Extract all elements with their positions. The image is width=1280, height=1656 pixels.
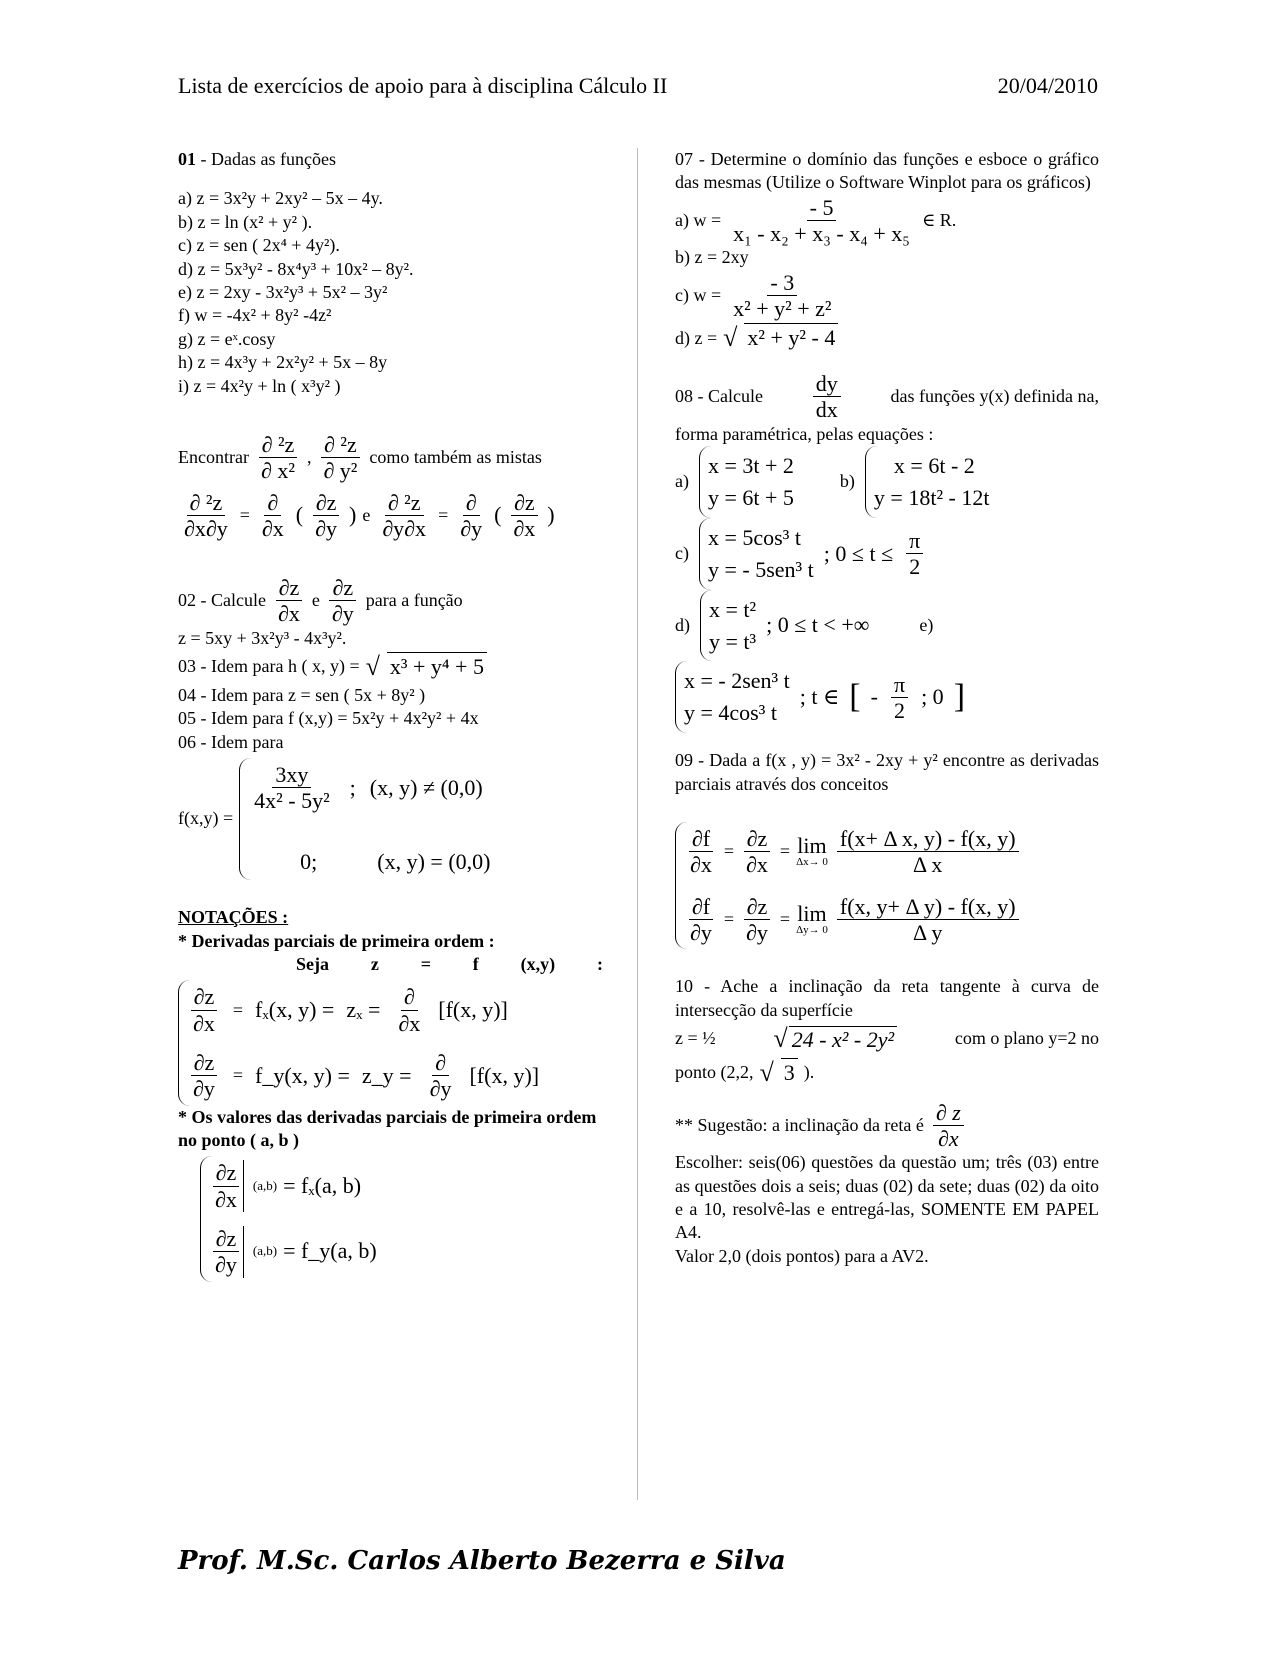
list-item: g) z = eˣ.cosy bbox=[178, 328, 276, 349]
page-header bbox=[178, 72, 1098, 101]
fraction: $\frac{\text{∂ ²z}}{\text{∂ y²}}$ bbox=[320, 432, 360, 484]
list-item: i) z = 4x²y + ln ( x³y² ) bbox=[178, 375, 341, 396]
right-column: 07 - Determine o domínio das funções e esboce o gráfico das mesmas (Utilize o Software Winplot para os gráficos) a) w = $\frac{- 5}{\text{x₁ - x₂ + x₃ - x₄ + x₅}}$ ∈ R. b) z = 2xy c) w = $\frac{- 3}{\text{x² + y² + z²}}$ d) z = √ x² + y² - 4 08 - Calcule $\frac{dy}{dx}$ das funções y(x) definida na, forma paramétrica, pelas equações : a) x = 3t + 2 y = 6t + 5 b) x = 6t - 2 y = 18t² - 12t c) x = 5cos³ t y = - 5sen³ t ; 0 ≤ t ≤ $\frac{\pi}{2}$ d) x = t² y = t³ ; 0 ≤ t < +∞ e) x = - 2sen³ t y = 4cos³ t ; t ∈ [ - $\frac{\pi}{2}$ ; 0 ] 09 - Dada a f(x , y) = 3x² - 2xy + y² encontre as derivadas parciais através dos conceitos $\frac{\partial f}{\partial x}$ = $\frac{\partial z}{\partial x}$ = lim Δx→ 0 $\frac{\text{f(x+ Δ x, y) - f(x, y)}}{\text{Δ x}}$ $\frac{\partial f}{\partial y}$ = $\frac{\partial z}{\partial y}$ = lim Δy→ 0 $\frac{\text{f(x, y+ Δ y) - f(x, y)}}{\text{Δ y}}$ 10 - Ache a inclinação da reta tangente à curva de intersecção da superfície z = ½ √ 24 - x² - 2y² com o plano y=2 no ponto (2,2, √ 3 ). ** Sugestão: a inclinação da reta é $\frac{\partial z}{\partial x}$ Escolher: seis(06) questões da questão um; três (03) entre as questões dois a seis; duas (02) da sete; duas (02) da oito e a 10, resolvê-las e entregá-las, SOMENTE EM PAPEL A4. Valor 2,0 (dois pontos) para a AV2. bbox=[675, 148, 1099, 1268]
q10-surface: z = ½ √ 24 - x² - 2y² com o plano y=2 no bbox=[675, 1024, 1099, 1054]
q04-statement: 04 - Idem para z = sen ( 5x + 8y² ) bbox=[178, 684, 426, 705]
q10-suggestion: ** Sugestão: a inclinação da reta é $\frac{\partial z}{\partial x}$ bbox=[675, 1100, 1099, 1152]
notations-point-system: $\frac{\partial z}{\partial x}$ (a,b) = fₓ(a, b) $\frac{\partial z}{\partial y}$ (a,b) = f_y(a, b) bbox=[200, 1156, 603, 1281]
list-item: c) z = sen ( 2x⁴ + 4y²). bbox=[178, 235, 340, 256]
q01-function-list bbox=[178, 187, 603, 398]
list-item: b) z = ln (x² + y² ). bbox=[178, 211, 313, 232]
list-item: e) z = 2xy - 3x²y³ + 5x² – 3y² bbox=[178, 281, 388, 302]
left-column bbox=[178, 148, 603, 1282]
q06-piecewise: f(x,y) = $\frac{3xy}{\text{4x² - 5y²}}$ ; (x, y) ≠ (0,0) 0; (x, y) = (0,0) bbox=[178, 758, 603, 880]
list-item: f) w = -4x² + 8y² -4z² bbox=[178, 305, 332, 326]
q08-statement: 08 - Calcule $\frac{dy}{dx}$ das funções y(x) definida na, bbox=[675, 371, 1099, 423]
q10-statement: 10 - Ache a inclinação da reta tangente à curva de intersecção da superfície bbox=[675, 976, 1099, 1020]
column-divider bbox=[637, 148, 638, 1500]
list-item: h) z = 4x³y + 2x²y² + 5x – 8y bbox=[178, 352, 388, 373]
list-item: d) z = 5x³y² - 8x⁴y³ + 10x² – 8y². bbox=[178, 258, 414, 279]
q05-statement: 05 - Idem para f (x,y) = 5x²y + 4x²y² + 4x bbox=[178, 708, 479, 729]
q02-function: z = 5xy + 3x²y³ - 4x³y². bbox=[178, 627, 347, 648]
notations-values-at-point: * Os valores das derivadas parciais de primeira ordem no ponto ( a, b ) bbox=[178, 1106, 597, 1150]
q03-statement: 03 - Idem para h ( x, y) = √ x³ + y⁴ + 5 bbox=[178, 650, 603, 684]
q08-ab: a) x = 3t + 2 y = 6t + 5 b) x = 6t - 2 y = 18t² - 12t bbox=[675, 446, 1099, 518]
q06-statement: 06 - Idem para bbox=[178, 731, 284, 752]
q10-point: ponto (2,2, √ 3 ). bbox=[675, 1057, 815, 1087]
q09-limit-definitions: $\frac{\partial f}{\partial x}$ = $\frac{\partial z}{\partial x}$ = lim Δx→ 0 $\frac{\text{f(x+ Δ x, y) - f(x, y)}}{\text{Δ x}}$ $\frac{\partial f}{\partial y}$ = $\frac{\partial z}{\partial y}$ = lim Δy→ 0 $\frac{\text{f(x, y+ Δ y) - f(x, y)}}{\text{Δ y}}$ bbox=[675, 822, 1099, 949]
q07-statement: 07 - Determine o domínio das funções e esboce o gráfico das mesmas (Utilize o Software Winplot para os gráficos) bbox=[675, 149, 1099, 193]
q08-d: d) x = t² y = t³ ; 0 ≤ t < +∞ e) bbox=[675, 590, 1099, 662]
notations-seja: Seja z = f (x,y) : bbox=[296, 954, 603, 975]
q07-a: a) w = $\frac{- 5}{\text{x₁ - x₂ + x₃ - x₄ + x₅}}$ ∈ R. bbox=[675, 194, 957, 247]
q09-statement: 09 - Dada a f(x , y) = 3x² - 2xy + y² encontre as derivadas parciais através dos conceitos bbox=[675, 750, 1099, 794]
notations-first-order: * Derivadas parciais de primeira ordem : bbox=[178, 930, 495, 951]
closing-instructions: Escolher: seis(06) questões da questão um; três (03) entre as questões dois a seis; duas (02) da sete; duas (02) da oito e a 10, resolvê-las e entregá-las, SOMENTE EM PAPEL A4. bbox=[675, 1152, 1099, 1243]
list-item: a) z = 3x²y + 2xy² – 5x – 4y. bbox=[178, 188, 383, 209]
notations-first-order-system: $\frac{\partial z}{\partial x}$ = fₓ(x, y) = zₓ = $\frac{\partial}{\partial x}$ [f(x, y)] $\frac{\partial z}{\partial y}$ = f_y(x, y) = z_y = $\frac{\partial}{\partial y}$ [f(x, y)] bbox=[178, 980, 603, 1105]
q02-statement: 02 - Calcule $\frac{\partial z}{\partial x}$ e $\frac{\partial z}{\partial y}$ para a função bbox=[178, 575, 463, 627]
q07-c: c) w = $\frac{- 3}{\text{x² + y² + z²}}$ bbox=[675, 269, 832, 322]
q07-d: d) z = √ x² + y² - 4 bbox=[675, 321, 1099, 355]
q01-mixed-derivatives: $\frac{\text{∂ ²z}}{\partial x\partial y}$ = $\frac{\partial}{\partial x}$ ( $\frac{\partial z}{\partial y}$ ) e $\frac{\text{∂ ²z}}{\partial y\partial x}$ = $\frac{\partial}{\partial y}$ ( $\frac{\partial z}{\partial x}$ ) bbox=[184, 489, 555, 541]
q07-b: b) z = 2xy bbox=[675, 247, 749, 268]
author-signature: Prof. M.Sc. Carlos Alberto Bezerra e Silva bbox=[178, 1546, 786, 1576]
page-date: 20/04/2010 bbox=[997, 73, 1098, 98]
fraction: $\frac{\text{∂ ²z}}{\text{∂ x²}}$ bbox=[258, 432, 298, 484]
page-title: Lista de exercícios de apoio para à disciplina Cálculo II bbox=[178, 73, 668, 98]
closing-value: Valor 2,0 (dois pontos) para a AV2. bbox=[675, 1245, 929, 1266]
q08-c: c) x = 5cos³ t y = - 5sen³ t ; 0 ≤ t ≤ $\frac{\pi}{2}$ bbox=[675, 518, 1099, 590]
q08-e: x = - 2sen³ t y = 4cos³ t ; t ∈ [ - $\frac{\pi}{2}$ ; 0 ] bbox=[675, 661, 1099, 733]
notations-title: NOTAÇÕES : bbox=[178, 907, 289, 928]
q01-find-second-order: Encontrar $\frac{\text{∂ ²z}}{\text{∂ x²}}$ , $\frac{\text{∂ ²z}}{\text{∂ y²}}$ como também as mistas bbox=[178, 431, 542, 484]
q01-heading: 01 - Dadas as funções bbox=[178, 149, 336, 169]
